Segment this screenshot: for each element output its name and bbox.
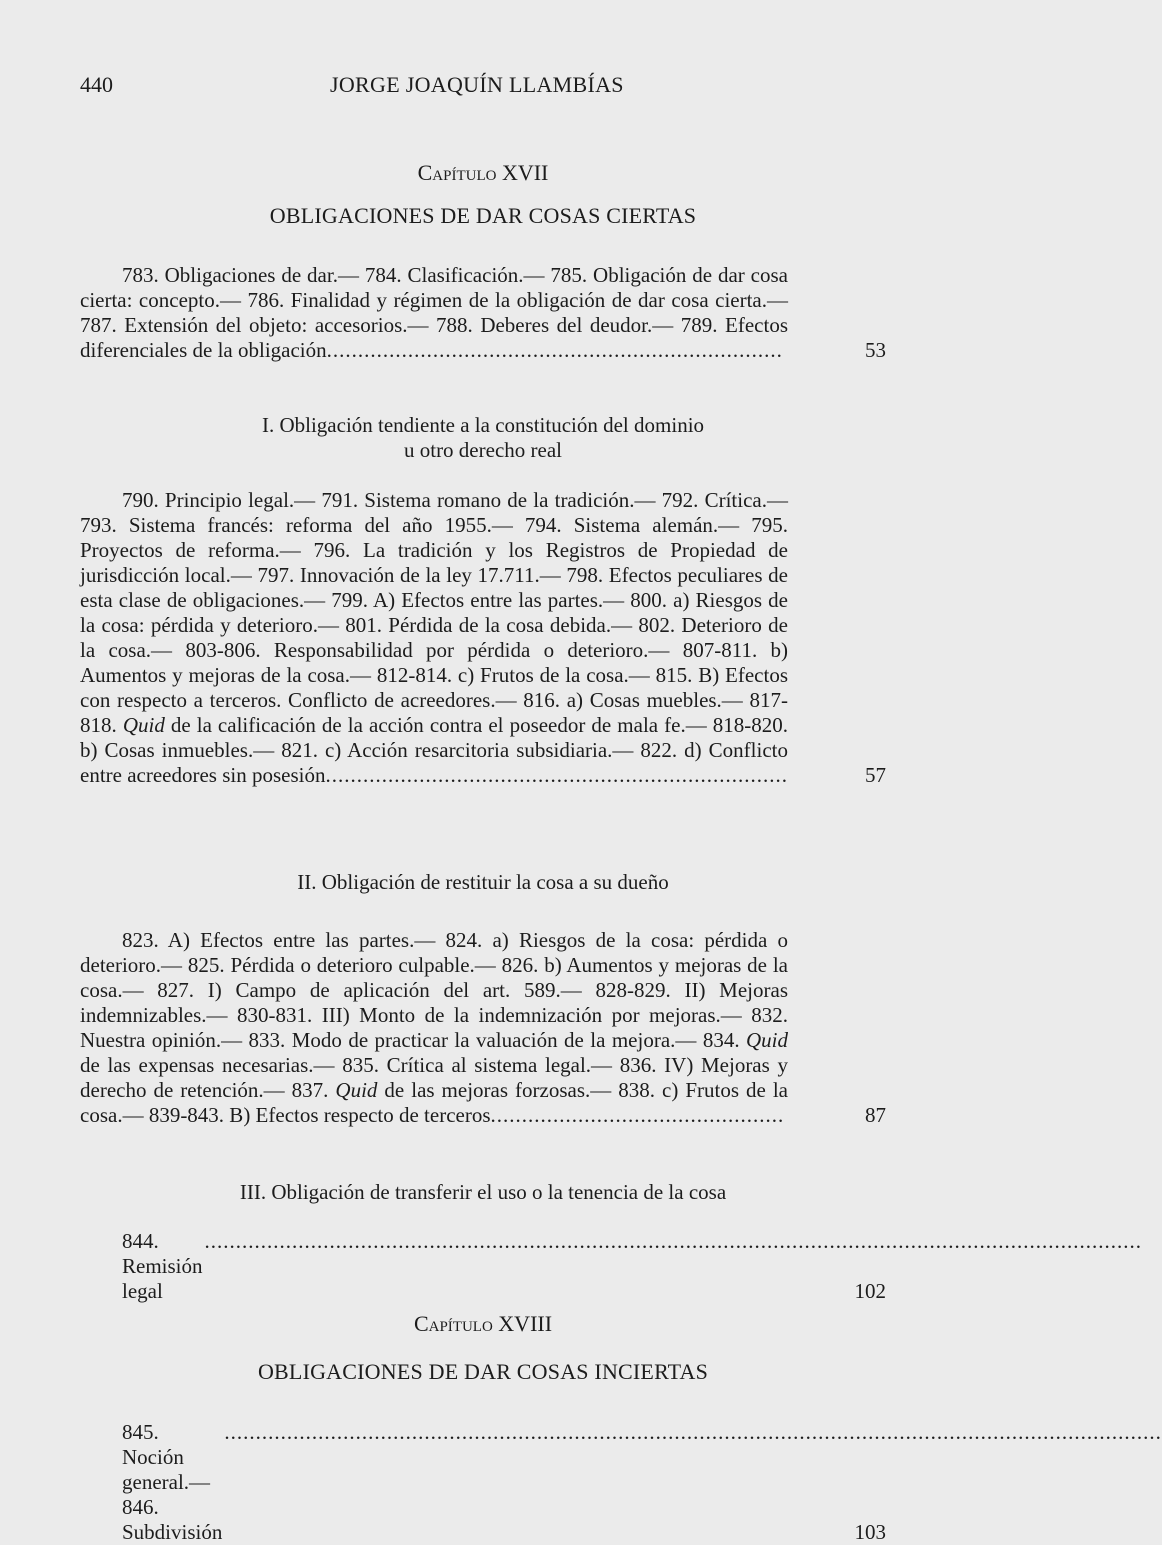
section-heading	[80, 413, 886, 463]
toc-entry-text	[80, 488, 886, 788]
toc-entry	[80, 488, 886, 788]
entry-text: de las expensas necesarias.— 835. Crítica al sistema legal.— 836. IV) Mejoras y derecho de retención.— 837.	[80, 1053, 788, 1102]
chapter-label: Capítulo XVII	[417, 160, 549, 185]
page-number: 440	[80, 72, 113, 97]
leader-dots: ......................................................................................................................................................	[224, 1420, 1162, 1444]
entry-text: 845. Noción general.— 846. Subdivisión	[122, 1420, 223, 1544]
toc-entry	[80, 1420, 1162, 1545]
entry-text: de las mejoras forzosas.— 838. c) Frutos de la cosa.— 839-843. B) Efectos respecto de terceros	[80, 1078, 788, 1127]
chapter-title: OBLIGACIONES DE DAR COSAS INCIERTAS	[257, 1359, 709, 1384]
toc-entry	[80, 263, 886, 363]
entry-italic: Quid	[746, 1028, 788, 1052]
leader-dots: ..........................................................................	[325, 763, 788, 787]
entry-page-number: 102	[854, 1279, 886, 1303]
entry-text: 823. A) Efectos entre las partes.— 824. a) Riesgos de la cosa: pérdida o deterioro.— 825. Pérdida o deterioro culpable.— 826. b) Aumentos y mejoras de la cosa.— 827. I) Campo de aplicación del art. 589.— 828-829. II) Mejoras indemnizables.— 830-831. III) Monto de la indemnización por mejoras.— 832. Nuestra opinión.— 833. Modo de practicar la valuación de la mejora.— 834.	[80, 928, 788, 1052]
toc-entry	[80, 1229, 1143, 1304]
entry-page-number: 103	[854, 1520, 886, 1544]
chapter-label: Capítulo XVIII	[413, 1311, 553, 1336]
entry-italic: Quid	[335, 1078, 378, 1102]
section-heading: II. Obligación de restituir la cosa a su dueño	[297, 870, 669, 894]
leader-dots: ......................................................................................................................................................	[204, 1229, 1143, 1253]
entry-italic: Quid	[122, 713, 165, 737]
leader-dots: ...............................................	[490, 1103, 785, 1127]
toc-entry-text	[80, 263, 886, 363]
toc-entry-line	[80, 1420, 1162, 1545]
section-heading-line: I. Obligación tendiente a la constitución del dominio	[261, 413, 705, 437]
section-heading-line: u otro derecho real	[403, 438, 562, 462]
toc-entry-text	[80, 928, 886, 1128]
running-author: JORGE JOAQUÍN LLAMBÍAS	[330, 72, 624, 97]
entry-page-number: 87	[865, 1103, 886, 1127]
toc-entry-line	[80, 1229, 1143, 1304]
entry-text: de la calificación de la acción contra el poseedor de mala fe.— 818-820. b) Cosas inmuebles.— 821. c) Acción resarcitoria subsidiaria.— 822. d) Conflicto entre acreedores sin posesión	[80, 713, 789, 787]
entry-text: 783. Obligaciones de dar.— 784. Clasificación.— 785. Obligación de dar cosa cierta: concepto.— 786. Finalidad y régimen de la obligación de dar cosa cierta.— 787. Extensión del objeto: accesorios.— 788. Deberes del deudor.— 789. Efectos diferenciales de la obligación	[80, 263, 788, 362]
entry-text: 844. Remisión legal	[122, 1229, 203, 1303]
chapter-title: OBLIGACIONES DE DAR COSAS CIERTAS	[269, 203, 697, 228]
entry-page-number: 53	[865, 338, 886, 362]
toc-entry	[80, 928, 886, 1128]
leader-dots: .........................................................................	[326, 338, 783, 362]
entry-text: 790. Principio legal.— 791. Sistema romano de la tradición.— 792. Crítica.— 793. Sistema francés: reforma del año 1955.— 794. Sistema alemán.— 795. Proyectos de reforma.— 796. La tradición y los Registros de Propiedad de jurisdicción local.— 797. Innovación de la ley 17.711.— 798. Efectos peculiares de esta clase de obligaciones.— 799. A) Efectos entre las partes.— 800. a) Riesgos de la cosa: pérdida y deterioro.— 801. Pérdida de la cosa debida.— 802. Deterioro de la cosa.— 803-806. Responsabilidad por pérdida o deterioro.— 807-811. b) Aumentos y mejoras de la cosa.— 812-814. c) Frutos de la cosa.— 815. B) Efectos con respecto a terceros. Conflicto de acreedores.— 816. a) Cosas muebles.— 817-818.	[80, 488, 788, 737]
entry-page-number: 57	[865, 763, 886, 787]
section-heading: III. Obligación de transferir el uso o la tenencia de la cosa	[239, 1180, 727, 1204]
